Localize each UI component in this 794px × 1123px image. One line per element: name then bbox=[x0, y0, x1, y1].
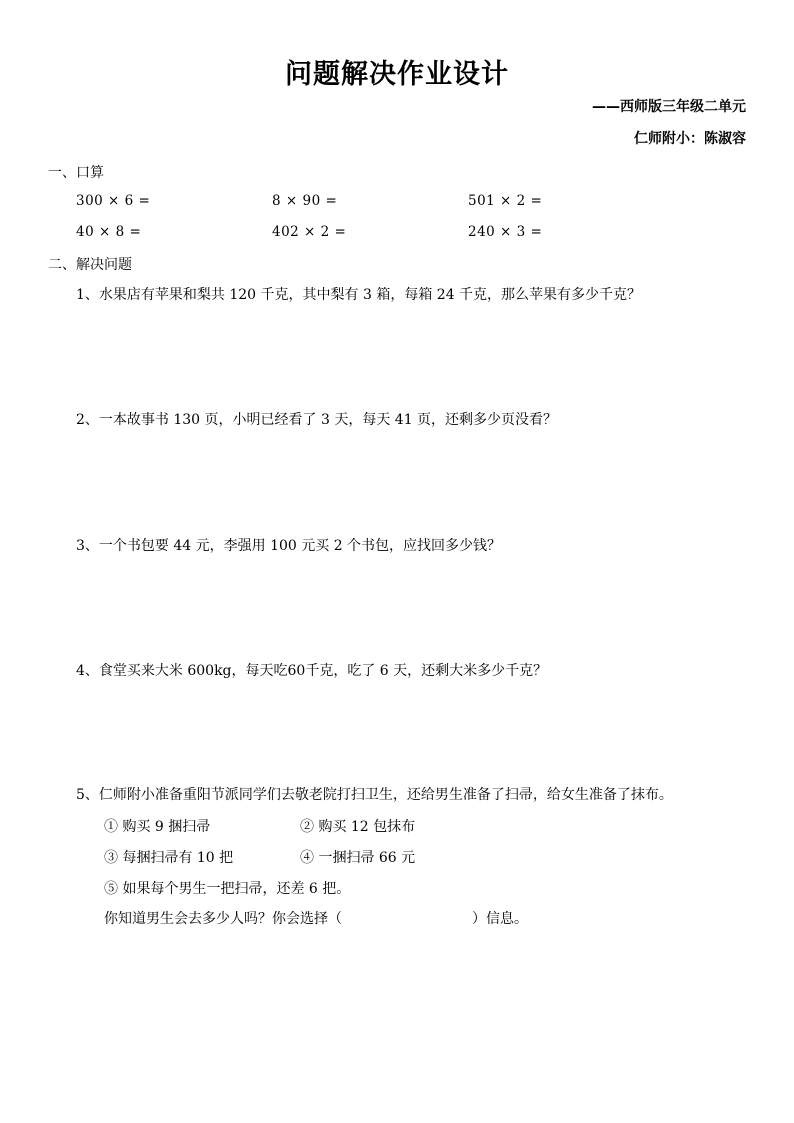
question-4: 4、食堂买来大米 600kg，每天吃60千克，吃了 6 天，还剩大米多少千克？ bbox=[76, 663, 548, 679]
calc-item: 40 × 8 = bbox=[76, 224, 142, 240]
final-prompt-before: 你知道男生会去多少人吗？你会选择（ bbox=[104, 911, 342, 927]
calc-item: 501 × 2 = bbox=[468, 193, 543, 209]
question-2: 2、一本故事书 130 页，小明已经看了 3 天，每天 41 页，还剩多少页没看？ bbox=[76, 412, 558, 428]
page-subtitle: ——西师版三年级二单元 bbox=[592, 99, 746, 115]
question-3: 3、一个书包要 44 元，李强用 100 元买 2 个书包，应找回多少钱？ bbox=[76, 538, 502, 554]
option-item: ② 购买 12 包抹布 bbox=[300, 819, 416, 835]
section-oral-calc-heading: 一、口算 bbox=[48, 165, 104, 181]
option-item: ④ 一捆扫帚 66 元 bbox=[300, 850, 416, 866]
final-prompt-after: ）信息。 bbox=[472, 911, 528, 927]
calc-item: 402 × 2 = bbox=[272, 224, 347, 240]
final-prompt bbox=[104, 908, 528, 928]
author-line: 仁师附小：陈淑容 bbox=[634, 131, 746, 147]
calc-item: 240 × 3 = bbox=[468, 224, 543, 240]
calc-item: 8 × 90 = bbox=[272, 193, 338, 209]
option-item: ③ 每捆扫帚有 10 把 bbox=[104, 850, 234, 866]
section-problem-solving-heading: 二、解决问题 bbox=[48, 257, 132, 273]
question-5: 5、仁师附小准备重阳节派同学们去敬老院打扫卫生，还给男生准备了扫帚，给女生准备了抹布。 bbox=[76, 787, 673, 803]
page-title: 问题解决作业设计 bbox=[285, 59, 509, 90]
calc-item: 300 × 6 = bbox=[76, 193, 151, 209]
option-item: ① 购买 9 捆扫帚 bbox=[104, 819, 211, 835]
question-1: 1、水果店有苹果和梨共 120 千克，其中梨有 3 箱，每箱 24 千克，那么苹果有多少千克？ bbox=[76, 287, 642, 303]
option-item: ⑤ 如果每个男生一把扫帚，还差 6 把。 bbox=[104, 881, 351, 897]
